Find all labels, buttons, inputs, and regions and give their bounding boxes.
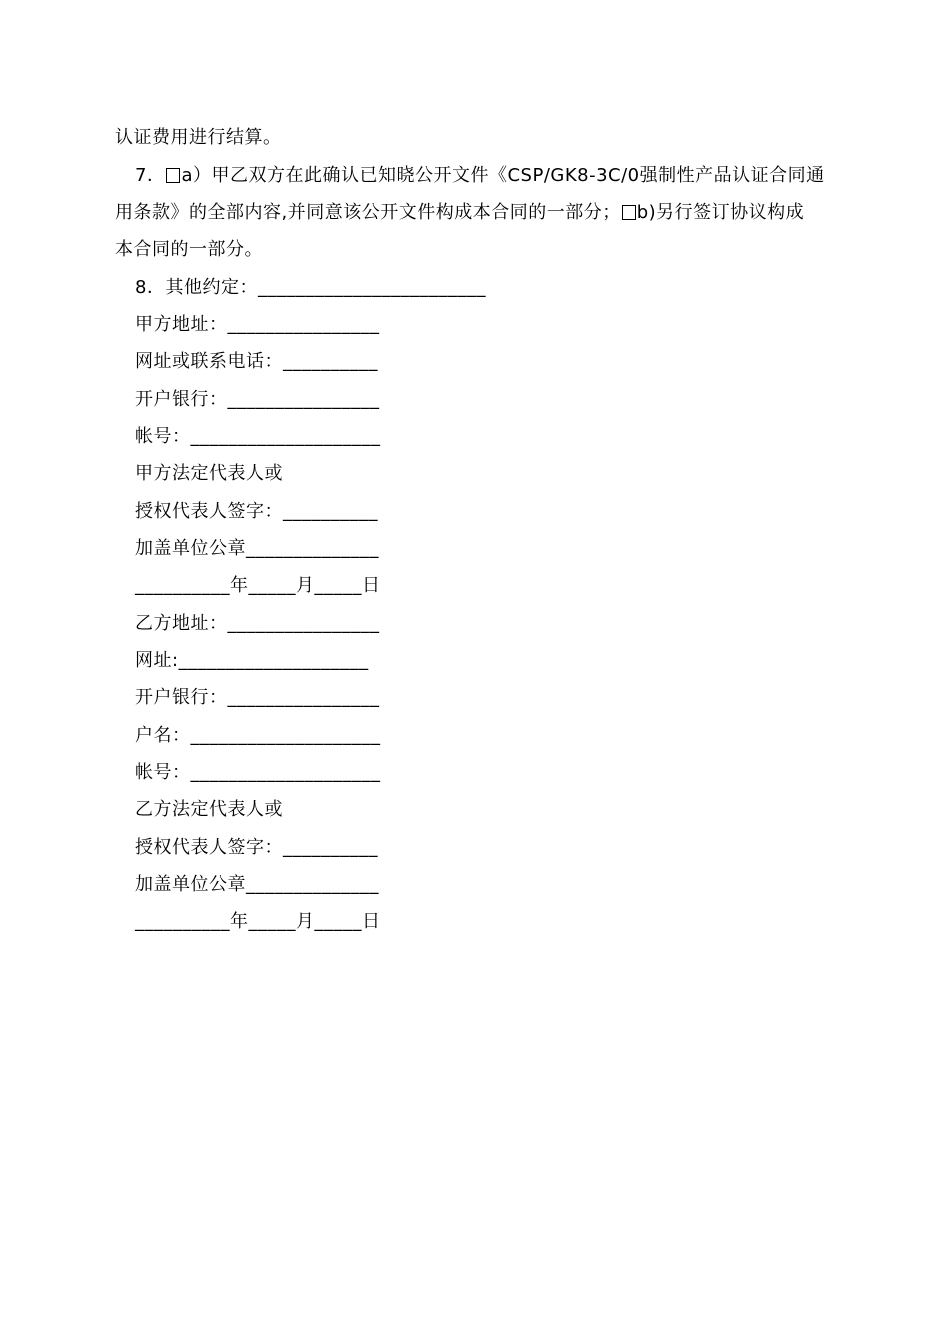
clause-8-other-agreements: 8．其他约定：________________________ <box>135 277 486 298</box>
party-b-representative-label: 乙方法定代表人或 <box>135 799 283 820</box>
party-a-website-phone-field[interactable]: 网址或联系电话：__________ <box>135 351 378 372</box>
party-a-account-field[interactable]: 帐号：____________________ <box>135 426 381 447</box>
party-b-website-field[interactable]: 网址:____________________ <box>135 650 369 671</box>
party-b-address-field[interactable]: 乙方地址：________________ <box>135 613 380 634</box>
party-a-seal-field[interactable]: 加盖单位公章______________ <box>135 538 379 559</box>
paragraph-continuation: 认证费用进行结算。 <box>115 127 282 148</box>
checkbox-option-b[interactable] <box>622 205 636 220</box>
party-a-address-field[interactable]: 甲方地址：________________ <box>135 314 380 335</box>
clause-7-line-3: 本合同的一部分。 <box>115 239 263 260</box>
clause-7-option-b-text: b)另行签订协议构成 <box>636 202 805 223</box>
party-a-representative-label: 甲方法定代表人或 <box>135 463 283 484</box>
party-a-date-field[interactable]: __________年_____月_____日 <box>135 575 381 596</box>
checkbox-option-a[interactable] <box>166 168 180 183</box>
clause-7-line-2 <box>115 201 804 225</box>
party-a-signature-field[interactable]: 授权代表人签字：__________ <box>135 501 378 522</box>
clause-7-line-2-text: 用条款》的全部内容,并同意该公开文件构成本合同的一部分； <box>115 202 621 223</box>
party-b-signature-field[interactable]: 授权代表人签字：__________ <box>135 837 378 858</box>
party-b-seal-field[interactable]: 加盖单位公章______________ <box>135 874 379 895</box>
party-a-bank-field[interactable]: 开户银行：________________ <box>135 389 380 410</box>
party-b-bank-field[interactable]: 开户银行：________________ <box>135 687 380 708</box>
clause-7-option-a-text: a）甲乙双方在此确认已知晓公开文件《CSP/GK8-3C/0强制性产品认证合同通 <box>181 165 825 186</box>
party-b-date-field[interactable]: __________年_____月_____日 <box>135 911 381 932</box>
party-b-account-name-field[interactable]: 户名：____________________ <box>135 725 381 746</box>
clause-7-line-1 <box>135 164 825 188</box>
clause-7-number: 7． <box>135 165 166 186</box>
party-b-account-field[interactable]: 帐号：____________________ <box>135 762 381 783</box>
